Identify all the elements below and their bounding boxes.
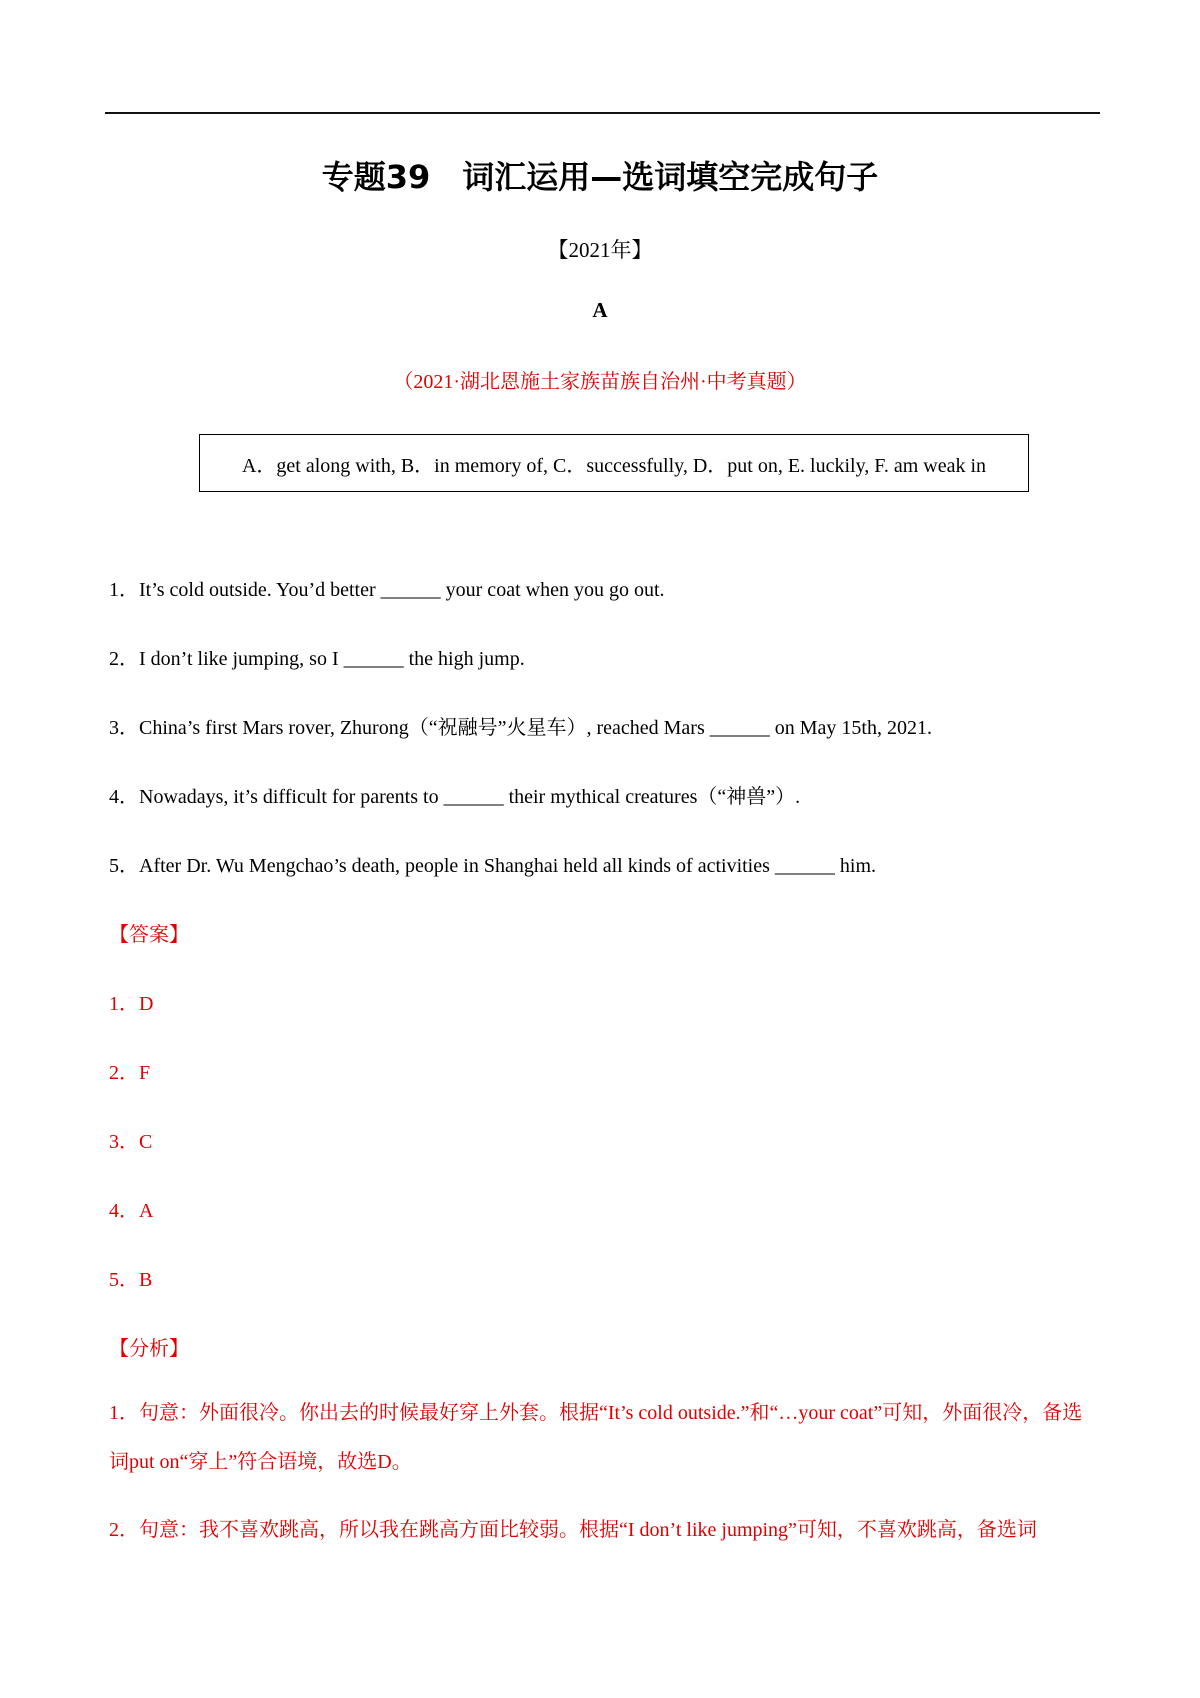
options-box xyxy=(199,434,1029,492)
question-4: 4．Nowadays, it’s difficult for parents to ______ their mythical creatures（“神兽”）. xyxy=(109,786,801,808)
analysis-heading: 【分析】 xyxy=(109,1338,189,1360)
question-5: 5．After Dr. Wu Mengchao’s death, people in Shanghai held all kinds of activities ______ him. xyxy=(109,855,877,877)
answer-1: 1．D xyxy=(109,993,154,1015)
section-label: A xyxy=(592,298,608,322)
question-3: 3．China’s first Mars rover, Zhurong（“祝融号”火星车）, reached Mars ______ on May 15th, 2021. xyxy=(109,717,932,739)
answer-2: 2．F xyxy=(109,1062,151,1084)
page-title: 专题39 词汇运用—选词填空完成句子 xyxy=(321,158,879,196)
answer-heading: 【答案】 xyxy=(109,924,189,946)
question-1: 1．It’s cold outside. You’d better ______ your coat when you go out. xyxy=(109,579,665,601)
options-text: A．get along with, B．in memory of, C．successfully, D．put on, E. luckily, F. am weak in xyxy=(241,454,987,477)
analysis-2: 2．句意：我不喜欢跳高，所以我在跳高方面比较弱。根据“I don’t like jumping”可知，不喜欢跳高，备选词 xyxy=(109,1519,1037,1541)
answer-5: 5．B xyxy=(109,1269,153,1291)
answer-4: 4．A xyxy=(109,1200,154,1222)
source-label: （2021·湖北恩施土家族苗族自治州·中考真题） xyxy=(393,371,807,393)
answer-3: 3．C xyxy=(109,1131,153,1153)
question-2: 2．I don’t like jumping, so I ______ the high jump. xyxy=(109,648,525,670)
header-rule xyxy=(105,112,1100,114)
analysis-1: 1．句意：外面很冷。你出去的时候最好穿上外套。根据“It’s cold outside.”和“…your coat”可知，外面很冷，备选词put on“穿上”符合语境，故选D。 xyxy=(109,1402,1083,1473)
year-label: 【2021年】 xyxy=(547,238,653,262)
